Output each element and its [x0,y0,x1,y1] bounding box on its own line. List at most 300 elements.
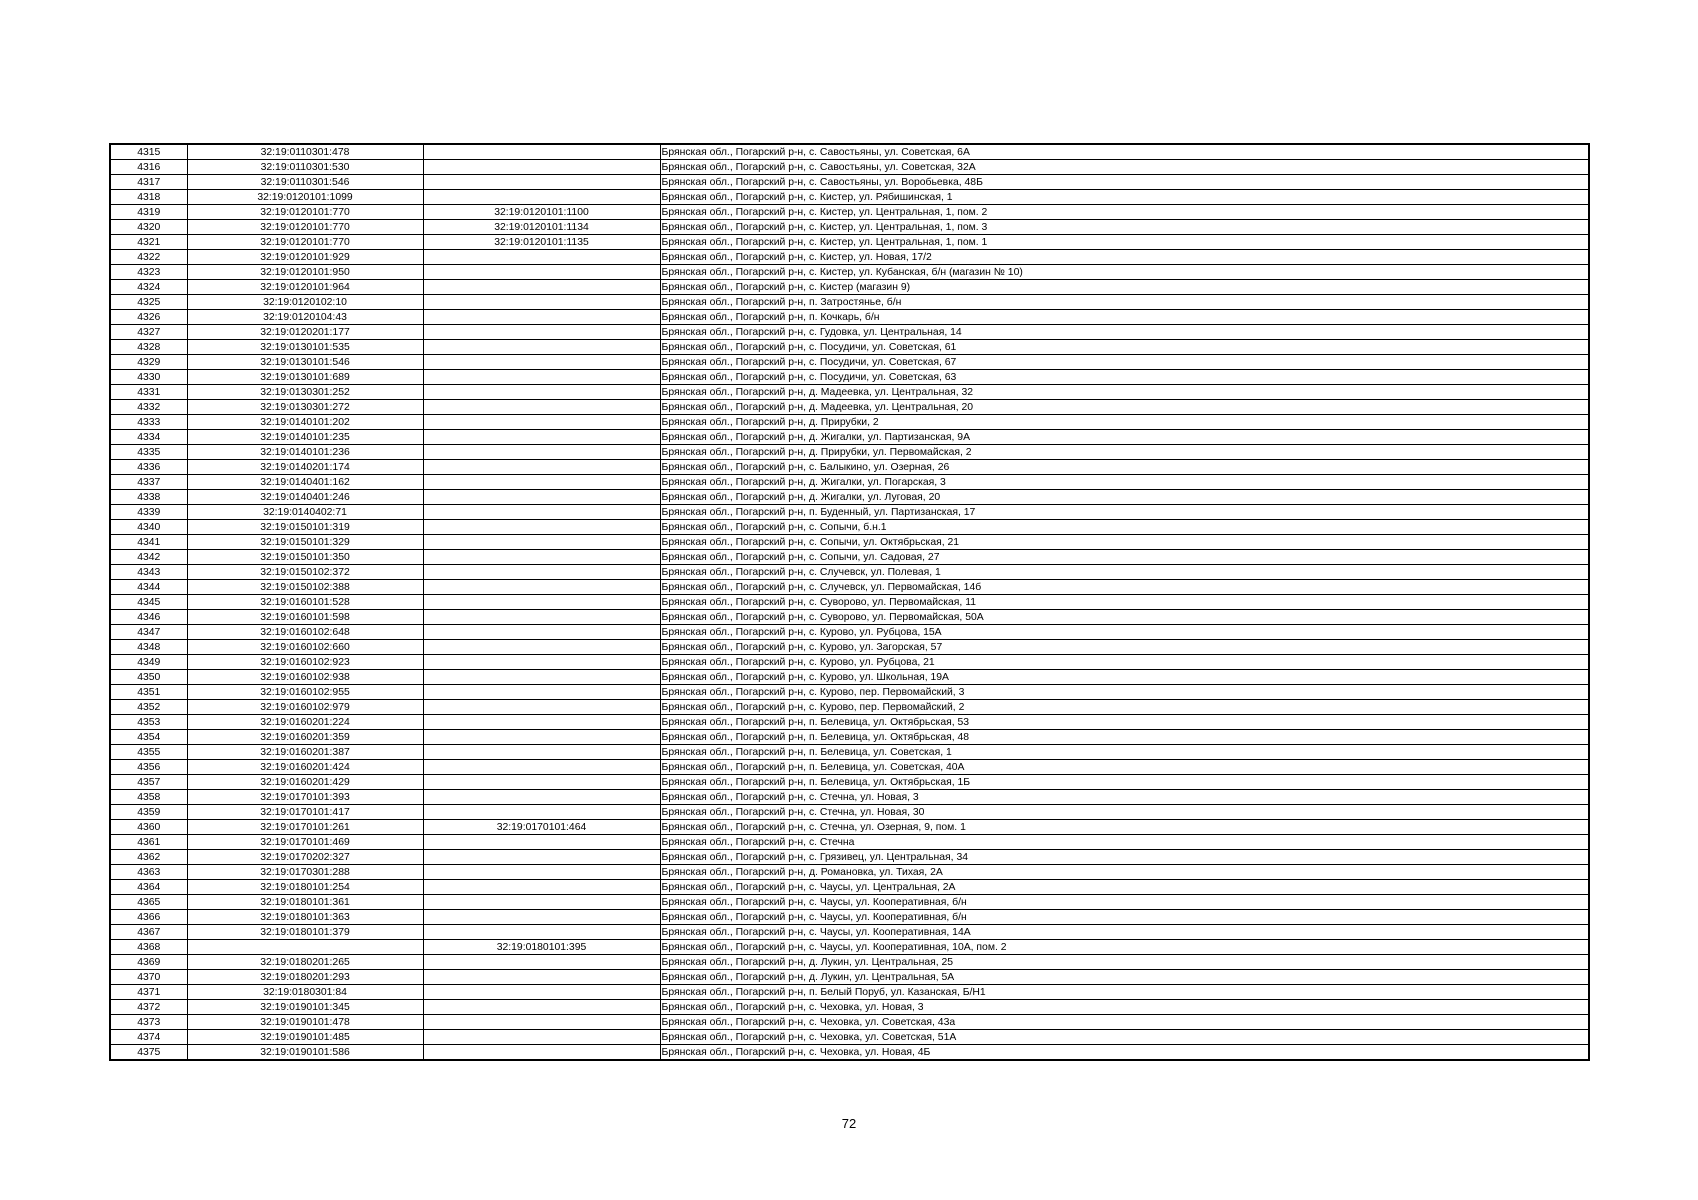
room-cadastral-number-cell [423,895,660,910]
row-number-cell: 4364 [110,880,187,895]
row-number-cell: 4358 [110,790,187,805]
room-cadastral-number-cell [423,565,660,580]
room-cadastral-number-cell [423,790,660,805]
row-number-cell: 4373 [110,1015,187,1030]
address-cell: Брянская обл., Погарский р-н, п. Кочкарь, б/н [660,310,1589,325]
cadastral-number-cell [187,940,423,955]
room-cadastral-number-cell [423,310,660,325]
row-number-cell: 4343 [110,565,187,580]
room-cadastral-number-cell [423,880,660,895]
row-number-cell: 4345 [110,595,187,610]
table-row [110,250,1589,265]
room-cadastral-number-cell [423,385,660,400]
address-cell: Брянская обл., Погарский р-н, с. Курово, пер. Первомайский, 2 [660,700,1589,715]
room-cadastral-number-cell [423,370,660,385]
table-row [110,745,1589,760]
table-row [110,835,1589,850]
address-cell: Брянская обл., Погарский р-н, с. Курово, ул. Загорская, 57 [660,640,1589,655]
table-row [110,175,1589,190]
row-number-cell: 4332 [110,400,187,415]
table-row [110,610,1589,625]
table-row [110,280,1589,295]
cadastral-number-cell: 32:19:0160101:598 [187,610,423,625]
row-number-cell: 4330 [110,370,187,385]
row-number-cell: 4374 [110,1030,187,1045]
table-row [110,400,1589,415]
row-number-cell: 4337 [110,475,187,490]
table-row [110,325,1589,340]
cadastral-number-cell: 32:19:0160201:387 [187,745,423,760]
table-row [110,700,1589,715]
table-row [110,445,1589,460]
row-number-cell: 4366 [110,910,187,925]
room-cadastral-number-cell: 32:19:0180101:395 [423,940,660,955]
room-cadastral-number-cell [423,265,660,280]
cadastral-number-cell: 32:19:0160201:359 [187,730,423,745]
address-cell: Брянская обл., Погарский р-н, с. Чаусы, ул. Кооперативная, б/н [660,910,1589,925]
row-number-cell: 4375 [110,1045,187,1061]
table-row [110,355,1589,370]
row-number-cell: 4367 [110,925,187,940]
address-cell: Брянская обл., Погарский р-н, п. Белевица, ул. Октябрьская, 48 [660,730,1589,745]
cadastral-number-cell: 32:19:0150101:350 [187,550,423,565]
table-row [110,730,1589,745]
table-row [110,970,1589,985]
address-cell: Брянская обл., Погарский р-н, с. Случевск, ул. Полевая, 1 [660,565,1589,580]
table-row [110,505,1589,520]
row-number-cell: 4370 [110,970,187,985]
room-cadastral-number-cell [423,580,660,595]
address-cell: Брянская обл., Погарский р-н, д. Лукин, ул. Центральная, 25 [660,955,1589,970]
cadastral-number-cell: 32:19:0180301:84 [187,985,423,1000]
table-row [110,370,1589,385]
address-cell: Брянская обл., Погарский р-н, п. Белевица, ул. Советская, 1 [660,745,1589,760]
address-cell: Брянская обл., Погарский р-н, д. Романовка, ул. Тихая, 2А [660,865,1589,880]
address-cell: Брянская обл., Погарский р-н, п. Белый Поруб, ул. Казанская, Б/Н1 [660,985,1589,1000]
cadastral-number-cell: 32:19:0170301:288 [187,865,423,880]
row-number-cell: 4356 [110,760,187,775]
address-cell: Брянская обл., Погарский р-н, с. Суворово, ул. Первомайская, 11 [660,595,1589,610]
room-cadastral-number-cell [423,985,660,1000]
row-number-cell: 4316 [110,160,187,175]
table-row [110,640,1589,655]
row-number-cell: 4329 [110,355,187,370]
table-row [110,265,1589,280]
cadastral-number-cell: 32:19:0190101:478 [187,1015,423,1030]
address-cell: Брянская обл., Погарский р-н, с. Стечна, ул. Новая, 30 [660,805,1589,820]
cadastral-number-cell: 32:19:0180101:361 [187,895,423,910]
table-row [110,475,1589,490]
row-number-cell: 4326 [110,310,187,325]
room-cadastral-number-cell [423,595,660,610]
address-cell: Брянская обл., Погарский р-н, д. Жигалки, ул. Партизанская, 9А [660,430,1589,445]
address-cell: Брянская обл., Погарский р-н, с. Стечна [660,835,1589,850]
room-cadastral-number-cell [423,280,660,295]
address-cell: Брянская обл., Погарский р-н, с. Курово, ул. Рубцова, 21 [660,655,1589,670]
row-number-cell: 4349 [110,655,187,670]
row-number-cell: 4315 [110,144,187,160]
room-cadastral-number-cell [423,850,660,865]
table-row [110,1030,1589,1045]
table-row [110,790,1589,805]
cadastral-number-cell: 32:19:0120101:950 [187,265,423,280]
cadastral-number-cell: 32:19:0190101:345 [187,1000,423,1015]
room-cadastral-number-cell [423,250,660,265]
table-row [110,625,1589,640]
room-cadastral-number-cell [423,445,660,460]
room-cadastral-number-cell [423,535,660,550]
room-cadastral-number-cell [423,475,660,490]
table-row [110,865,1589,880]
room-cadastral-number-cell [423,865,660,880]
room-cadastral-number-cell [423,730,660,745]
cadastral-number-cell: 32:19:0110301:478 [187,144,423,160]
address-cell: Брянская обл., Погарский р-н, д. Прирубки, 2 [660,415,1589,430]
cadastral-number-cell: 32:19:0140101:236 [187,445,423,460]
table-row [110,805,1589,820]
room-cadastral-number-cell [423,835,660,850]
row-number-cell: 4334 [110,430,187,445]
room-cadastral-number-cell [423,970,660,985]
room-cadastral-number-cell [423,925,660,940]
room-cadastral-number-cell [423,1015,660,1030]
room-cadastral-number-cell [423,775,660,790]
row-number-cell: 4320 [110,220,187,235]
cadastral-number-cell: 32:19:0190101:586 [187,1045,423,1061]
address-cell: Брянская обл., Погарский р-н, с. Кистер, ул. Рябишинская, 1 [660,190,1589,205]
row-number-cell: 4360 [110,820,187,835]
cadastral-number-cell: 32:19:0160102:955 [187,685,423,700]
address-cell: Брянская обл., Погарский р-н, с. Сопычи, ул. Садовая, 27 [660,550,1589,565]
row-number-cell: 4317 [110,175,187,190]
table-row [110,880,1589,895]
table-row [110,775,1589,790]
row-number-cell: 4331 [110,385,187,400]
table-row [110,850,1589,865]
row-number-cell: 4338 [110,490,187,505]
row-number-cell: 4335 [110,445,187,460]
cadastral-number-cell: 32:19:0140401:162 [187,475,423,490]
room-cadastral-number-cell [423,700,660,715]
room-cadastral-number-cell [423,175,660,190]
room-cadastral-number-cell [423,325,660,340]
table-row [110,430,1589,445]
room-cadastral-number-cell [423,415,660,430]
address-cell: Брянская обл., Погарский р-н, с. Кистер, ул. Центральная, 1, пом. 3 [660,220,1589,235]
row-number-cell: 4354 [110,730,187,745]
cadastral-number-cell: 32:19:0130301:272 [187,400,423,415]
cadastral-number-cell: 32:19:0160101:528 [187,595,423,610]
cadastral-number-cell: 32:19:0130301:252 [187,385,423,400]
address-cell: Брянская обл., Погарский р-н, с. Посудичи, ул. Советская, 63 [660,370,1589,385]
table-row [110,415,1589,430]
cadastral-number-cell: 32:19:0120101:770 [187,235,423,250]
cadastral-number-cell: 32:19:0130101:546 [187,355,423,370]
room-cadastral-number-cell: 32:19:0120101:1134 [423,220,660,235]
table-row [110,205,1589,220]
cadastral-number-cell: 32:19:0170101:417 [187,805,423,820]
row-number-cell: 4371 [110,985,187,1000]
table-row [110,520,1589,535]
cadastral-number-cell: 32:19:0170101:469 [187,835,423,850]
row-number-cell: 4322 [110,250,187,265]
address-cell: Брянская обл., Погарский р-н, с. Курово, ул. Школьная, 19А [660,670,1589,685]
address-cell: Брянская обл., Погарский р-н, с. Чеховка, ул. Новая, 4Б [660,1045,1589,1061]
address-cell: Брянская обл., Погарский р-н, с. Кистер (магазин 9) [660,280,1589,295]
cadastral-number-cell: 32:19:0170202:327 [187,850,423,865]
room-cadastral-number-cell [423,430,660,445]
room-cadastral-number-cell [423,400,660,415]
table-row [110,715,1589,730]
registry-table [109,143,1590,1061]
room-cadastral-number-cell [423,460,660,475]
room-cadastral-number-cell [423,520,660,535]
cadastral-number-cell: 32:19:0120101:929 [187,250,423,265]
row-number-cell: 4348 [110,640,187,655]
row-number-cell: 4323 [110,265,187,280]
room-cadastral-number-cell [423,805,660,820]
room-cadastral-number-cell: 32:19:0120101:1100 [423,205,660,220]
table-row [110,340,1589,355]
address-cell: Брянская обл., Погарский р-н, с. Чеховка, ул. Советская, 43а [660,1015,1589,1030]
address-cell: Брянская обл., Погарский р-н, с. Кистер, ул. Кубанская, б/н (магазин № 10) [660,265,1589,280]
address-cell: Брянская обл., Погарский р-н, с. Савостьяны, ул. Советская, 32А [660,160,1589,175]
table-row [110,760,1589,775]
cadastral-number-cell: 32:19:0120102:10 [187,295,423,310]
row-number-cell: 4361 [110,835,187,850]
row-number-cell: 4347 [110,625,187,640]
cadastral-number-cell: 32:19:0160201:224 [187,715,423,730]
table-row [110,1045,1589,1061]
row-number-cell: 4325 [110,295,187,310]
address-cell: Брянская обл., Погарский р-н, п. Буденный, ул. Партизанская, 17 [660,505,1589,520]
row-number-cell: 4341 [110,535,187,550]
cadastral-number-cell: 32:19:0180201:265 [187,955,423,970]
room-cadastral-number-cell [423,640,660,655]
cadastral-number-cell: 32:19:0180201:293 [187,970,423,985]
cadastral-number-cell: 32:19:0120101:1099 [187,190,423,205]
table-row [110,160,1589,175]
address-cell: Брянская обл., Погарский р-н, с. Посудичи, ул. Советская, 61 [660,340,1589,355]
cadastral-number-cell: 32:19:0140101:202 [187,415,423,430]
room-cadastral-number-cell [423,1045,660,1061]
row-number-cell: 4319 [110,205,187,220]
room-cadastral-number-cell [423,910,660,925]
address-cell: Брянская обл., Погарский р-н, с. Стечна, ул. Озерная, 9, пом. 1 [660,820,1589,835]
row-number-cell: 4351 [110,685,187,700]
cadastral-number-cell: 32:19:0170101:261 [187,820,423,835]
cadastral-number-cell: 32:19:0150102:388 [187,580,423,595]
address-cell: Брянская обл., Погарский р-н, д. Жигалки, ул. Погарская, 3 [660,475,1589,490]
room-cadastral-number-cell [423,355,660,370]
table-row [110,220,1589,235]
address-cell: Брянская обл., Погарский р-н, д. Жигалки, ул. Луговая, 20 [660,490,1589,505]
table-row [110,490,1589,505]
table-row [110,310,1589,325]
table-row [110,144,1589,160]
table-row [110,940,1589,955]
cadastral-number-cell: 32:19:0140401:246 [187,490,423,505]
table-row [110,535,1589,550]
address-cell: Брянская обл., Погарский р-н, с. Сопычи, ул. Октябрьская, 21 [660,535,1589,550]
address-cell: Брянская обл., Погарский р-н, с. Случевск, ул. Первомайская, 14б [660,580,1589,595]
row-number-cell: 4342 [110,550,187,565]
cadastral-number-cell: 32:19:0140201:174 [187,460,423,475]
cadastral-number-cell: 32:19:0150102:372 [187,565,423,580]
table-row [110,910,1589,925]
room-cadastral-number-cell [423,550,660,565]
table-row [110,385,1589,400]
address-cell: Брянская обл., Погарский р-н, п. Затростянье, б/н [660,295,1589,310]
cadastral-number-cell: 32:19:0180101:379 [187,925,423,940]
table-row [110,1000,1589,1015]
cadastral-number-cell: 32:19:0160102:938 [187,670,423,685]
table-row [110,565,1589,580]
table-row [110,235,1589,250]
row-number-cell: 4359 [110,805,187,820]
cadastral-number-cell: 32:19:0110301:530 [187,160,423,175]
cadastral-number-cell: 32:19:0160102:660 [187,640,423,655]
room-cadastral-number-cell [423,625,660,640]
cadastral-number-cell: 32:19:0150101:319 [187,520,423,535]
cadastral-number-cell: 32:19:0130101:535 [187,340,423,355]
table-row [110,1015,1589,1030]
address-cell: Брянская обл., Погарский р-н, п. Белевица, ул. Октябрьская, 53 [660,715,1589,730]
row-number-cell: 4355 [110,745,187,760]
address-cell: Брянская обл., Погарский р-н, с. Гудовка, ул. Центральная, 14 [660,325,1589,340]
cadastral-number-cell: 32:19:0180101:254 [187,880,423,895]
table-row [110,460,1589,475]
table-row [110,925,1589,940]
cadastral-number-cell: 32:19:0140101:235 [187,430,423,445]
cadastral-number-cell: 32:19:0130101:689 [187,370,423,385]
room-cadastral-number-cell [423,655,660,670]
row-number-cell: 4362 [110,850,187,865]
cadastral-number-cell: 32:19:0120201:177 [187,325,423,340]
address-cell: Брянская обл., Погарский р-н, с. Стечна, ул. Новая, 3 [660,790,1589,805]
address-cell: Брянская обл., Погарский р-н, с. Балыкино, ул. Озерная, 26 [660,460,1589,475]
table-row [110,580,1589,595]
address-cell: Брянская обл., Погарский р-н, с. Посудичи, ул. Советская, 67 [660,355,1589,370]
row-number-cell: 4321 [110,235,187,250]
room-cadastral-number-cell [423,505,660,520]
cadastral-number-cell: 32:19:0160102:648 [187,625,423,640]
page-number: 72 [841,1116,857,1131]
address-cell: Брянская обл., Погарский р-н, с. Курово, ул. Рубцова, 15А [660,625,1589,640]
cadastral-number-cell: 32:19:0170101:393 [187,790,423,805]
row-number-cell: 4357 [110,775,187,790]
address-cell: Брянская обл., Погарский р-н, д. Мадеевка, ул. Центральная, 20 [660,400,1589,415]
cadastral-number-cell: 32:19:0120104:43 [187,310,423,325]
room-cadastral-number-cell [423,685,660,700]
table-row [110,190,1589,205]
row-number-cell: 4340 [110,520,187,535]
table-row [110,670,1589,685]
row-number-cell: 4327 [110,325,187,340]
registry-table-body [110,144,1589,1060]
room-cadastral-number-cell [423,340,660,355]
room-cadastral-number-cell [423,160,660,175]
room-cadastral-number-cell [423,955,660,970]
row-number-cell: 4363 [110,865,187,880]
address-cell: Брянская обл., Погарский р-н, д. Прирубки, ул. Первомайская, 2 [660,445,1589,460]
address-cell: Брянская обл., Погарский р-н, с. Кистер, ул. Центральная, 1, пом. 2 [660,205,1589,220]
row-number-cell: 4344 [110,580,187,595]
address-cell: Брянская обл., Погарский р-н, д. Лукин, ул. Центральная, 5А [660,970,1589,985]
row-number-cell: 4339 [110,505,187,520]
room-cadastral-number-cell: 32:19:0120101:1135 [423,235,660,250]
table-row [110,820,1589,835]
row-number-cell: 4328 [110,340,187,355]
room-cadastral-number-cell [423,760,660,775]
row-number-cell: 4368 [110,940,187,955]
cadastral-number-cell: 32:19:0120101:770 [187,220,423,235]
address-cell: Брянская обл., Погарский р-н, с. Савостьяны, ул. Воробьевка, 48Б [660,175,1589,190]
cadastral-number-cell: 32:19:0160102:923 [187,655,423,670]
cadastral-number-cell: 32:19:0160201:429 [187,775,423,790]
cadastral-number-cell: 32:19:0120101:964 [187,280,423,295]
table-row [110,895,1589,910]
cadastral-number-cell: 32:19:0160201:424 [187,760,423,775]
row-number-cell: 4333 [110,415,187,430]
cadastral-number-cell: 32:19:0190101:485 [187,1030,423,1045]
room-cadastral-number-cell [423,1030,660,1045]
cadastral-number-cell: 32:19:0110301:546 [187,175,423,190]
room-cadastral-number-cell [423,144,660,160]
address-cell: Брянская обл., Погарский р-н, д. Мадеевка, ул. Центральная, 32 [660,385,1589,400]
address-cell: Брянская обл., Погарский р-н, с. Сопычи, б.н.1 [660,520,1589,535]
room-cadastral-number-cell [423,670,660,685]
row-number-cell: 4365 [110,895,187,910]
address-cell: Брянская обл., Погарский р-н, п. Белевица, ул. Октябрьская, 1Б [660,775,1589,790]
room-cadastral-number-cell [423,490,660,505]
address-cell: Брянская обл., Погарский р-н, с. Кистер, ул. Центральная, 1, пом. 1 [660,235,1589,250]
address-cell: Брянская обл., Погарский р-н, с. Грязивец, ул. Центральная, 34 [660,850,1589,865]
address-cell: Брянская обл., Погарский р-н, п. Белевица, ул. Советская, 40А [660,760,1589,775]
table-row [110,985,1589,1000]
table-row [110,595,1589,610]
cadastral-number-cell: 32:19:0140402:71 [187,505,423,520]
row-number-cell: 4352 [110,700,187,715]
cadastral-number-cell: 32:19:0120101:770 [187,205,423,220]
row-number-cell: 4318 [110,190,187,205]
address-cell: Брянская обл., Погарский р-н, с. Чаусы, ул. Кооперативная, 14А [660,925,1589,940]
cadastral-number-cell: 32:19:0160102:979 [187,700,423,715]
room-cadastral-number-cell [423,1000,660,1015]
room-cadastral-number-cell [423,745,660,760]
address-cell: Брянская обл., Погарский р-н, с. Чеховка, ул. Советская, 51А [660,1030,1589,1045]
room-cadastral-number-cell: 32:19:0170101:464 [423,820,660,835]
address-cell: Брянская обл., Погарский р-н, с. Чаусы, ул. Кооперативная, 10А, пом. 2 [660,940,1589,955]
address-cell: Брянская обл., Погарский р-н, с. Кистер, ул. Новая, 17/2 [660,250,1589,265]
row-number-cell: 4350 [110,670,187,685]
cadastral-number-cell: 32:19:0180101:363 [187,910,423,925]
room-cadastral-number-cell [423,715,660,730]
address-cell: Брянская обл., Погарский р-н, с. Чеховка, ул. Новая, 3 [660,1000,1589,1015]
table-row [110,955,1589,970]
table-row [110,655,1589,670]
room-cadastral-number-cell [423,610,660,625]
table-row [110,685,1589,700]
table-row [110,295,1589,310]
address-cell: Брянская обл., Погарский р-н, с. Суворово, ул. Первомайская, 50А [660,610,1589,625]
address-cell: Брянская обл., Погарский р-н, с. Чаусы, ул. Центральная, 2А [660,880,1589,895]
address-cell: Брянская обл., Погарский р-н, с. Савостьяны, ул. Советская, 6А [660,144,1589,160]
row-number-cell: 4369 [110,955,187,970]
row-number-cell: 4353 [110,715,187,730]
table-row [110,550,1589,565]
row-number-cell: 4346 [110,610,187,625]
